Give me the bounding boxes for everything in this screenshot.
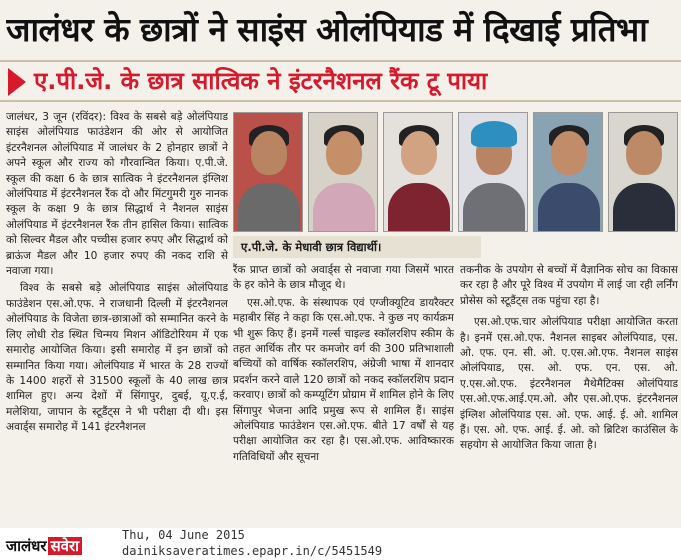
article-paragraph: रैंक प्राप्त छात्रों को अवार्ड्स से नवाजा गया जिसमें भारत के हर कोने के छात्र मौजूद थे। — [233, 264, 454, 292]
article-paragraph: जालंधर, 3 जून (रविंदर): विश्व के सबसे बड़े ओलंपियाड साइंस ओलंपियाड फाउंडेशन की ओर से आयोजित इंटरनैशनल ओलंपियाड में जालंधर के 2 होनहार छात्रों ने अपने स्कूल और राज्य को गौरवान्वित किया। ए.पी.जे. स्कूल की कक्षा 6 के छात्र सात्विक ने इंटरनैशनल इंग्लिश ओलंपियाड में इंटरनैशनल रैंक दो और मिंटगुमरी गुरु नानक स्कूल के कक्षा 9 के छात्र सिद्धार्थ ने नैशनल साइंस ओलंपियाड में इंटरनैशनल रैंक तीन हासिल किया। सात्विक को सिल्वर मैडल और पच्चीस हजार रुपए और सिद्धार्थ को ब्राऊंज मैडल और 10 हजार रुपए की नकद राशि से नवाजा गया। — [6, 111, 228, 278]
source-url[interactable]: dainiksaveratimes.epapr.in/c/5451549 — [122, 544, 383, 558]
subheadline: ए.पी.जे. के छात्र सात्विक ने इंटरनैशनल रैंक टू पाया — [34, 67, 488, 95]
subheadline-bar — [0, 60, 681, 102]
student-photo — [233, 112, 303, 232]
article-column-2 — [233, 263, 454, 528]
article-paragraph: विश्व के सबसे बड़े ओलंपियाड साइंस ओलंपियाड फाउंडेशन एस.ओ.एफ. ने राजधानी दिल्ली में इंटरनैशनल ओलंपियाड के विजेता छात्र-छात्राओं को सम्मानित करने के लिए लोधी रोड स्थित चिन्मय मिशन ऑडिटोरियम में एक समारोह आयोजित किया। इसी समारोह में इन छात्रों को सम्मानित किया गया। ओलंपियाड में भारत के 28 राज्यों के 1400 शहरों से 31500 स्कूलों के 40 लाख छात्र शामिल हुए। अन्य देशों में सिंगापुर, दुबई, यू.ए.ई, मलेशिया, जापान के स्टूडैंट्स ने भी परीक्षा दी थी। इस अवार्ड्स समारोह में 141 इंटरनैशनल — [6, 282, 228, 434]
student-photo — [458, 112, 528, 232]
student-photo — [533, 112, 603, 232]
article-column-1 — [6, 110, 228, 528]
headline: जालंधर के छात्रों ने साइंस ओलंपियाड में दिखाई प्रतिभा — [6, 10, 648, 49]
article-paragraph: तकनीक के उपयोग से बच्चों में वैज्ञानिक सोच का विकास कर रहा है और पूरे विश्व में उपयोग में लाई जा रही लर्निंग प्रोसेस को स्टूडैंट्स तक पहुंचा रहा है। — [460, 264, 678, 307]
footer — [0, 528, 681, 560]
newspaper-logo: जालंधर सवेरा — [6, 536, 82, 556]
student-photos — [233, 112, 679, 232]
article-paragraph: एस.ओ.एफ. के संस्थापक एवं एग्जीक्यूटिव डायरैक्टर महाबीर सिंह ने कहा कि एस.ओ.एफ. ने कुछ नए कार्यक्रम भी शुरू किए हैं। इनमें गर्ल्स चाइल्ड स्कॉलरशिप स्कीम के तहत आर्थिक तौर पर कमजोर वर्ग की 300 प्रतिभाशाली बच्चियों को वार्षिक स्कॉलरशिप, अंग्रेजी भाषा में शानदार प्रदर्शन करने वाले 120 छात्रों को नकद स्कॉलरशिप प्रदान करवाए। छात्रों को कम्प्यूटिंग प्रोग्राम में शामिल होने के लिए सिंगापुर भेजना आदि प्रमुख रूप से शामिल हैं। साइंस ओलंपियाड फाउंडेशन एस.ओ.एफ. बीते 17 वर्षों से यह परीक्षा आयोजित कर रहा है। एस.ओ.एफ. आविष्कारक गतिविधियों और सूचना — [233, 296, 454, 463]
arrow-icon — [8, 68, 26, 96]
article-paragraph: एस.ओ.एफ.चार ओलंपियाड परीक्षा आयोजित करता है। इनमें एस.ओ.एफ. नैशनल साइबर ओलंपियाड, एस. ओ. एफ. एन. सी. ओ. ए.एस.ओ.एफ. नैशनल साइंस ओलंपियाड, एस. ओ. एफ. एन. एस. ओ. ए.एस.ओ.एफ. इंटरनैशनल मैथेमैटिक्स ओलंपियाड एस.ओ.एफ.आई.एम.ओ. और एस.ओ.एफ. इंटरनैशनल इंग्लिश ओलंपियाड एस. ओ. एफ. आई. ई. ओ. शामिल हैं। एस. ओ. एफ. आई. ई. ओ. को ब्रिटिश काउंसिल के सहयोग से आयोजित किया जाता है। — [460, 316, 678, 452]
student-photo — [608, 112, 678, 232]
article-column-3 — [460, 263, 678, 528]
student-photo — [308, 112, 378, 232]
photo-caption: ए.पी.जे. के मेधावी छात्र विद्यार्थी। — [233, 236, 481, 258]
publication-date: Thu, 04 June 2015 — [122, 528, 245, 542]
student-photo — [383, 112, 453, 232]
